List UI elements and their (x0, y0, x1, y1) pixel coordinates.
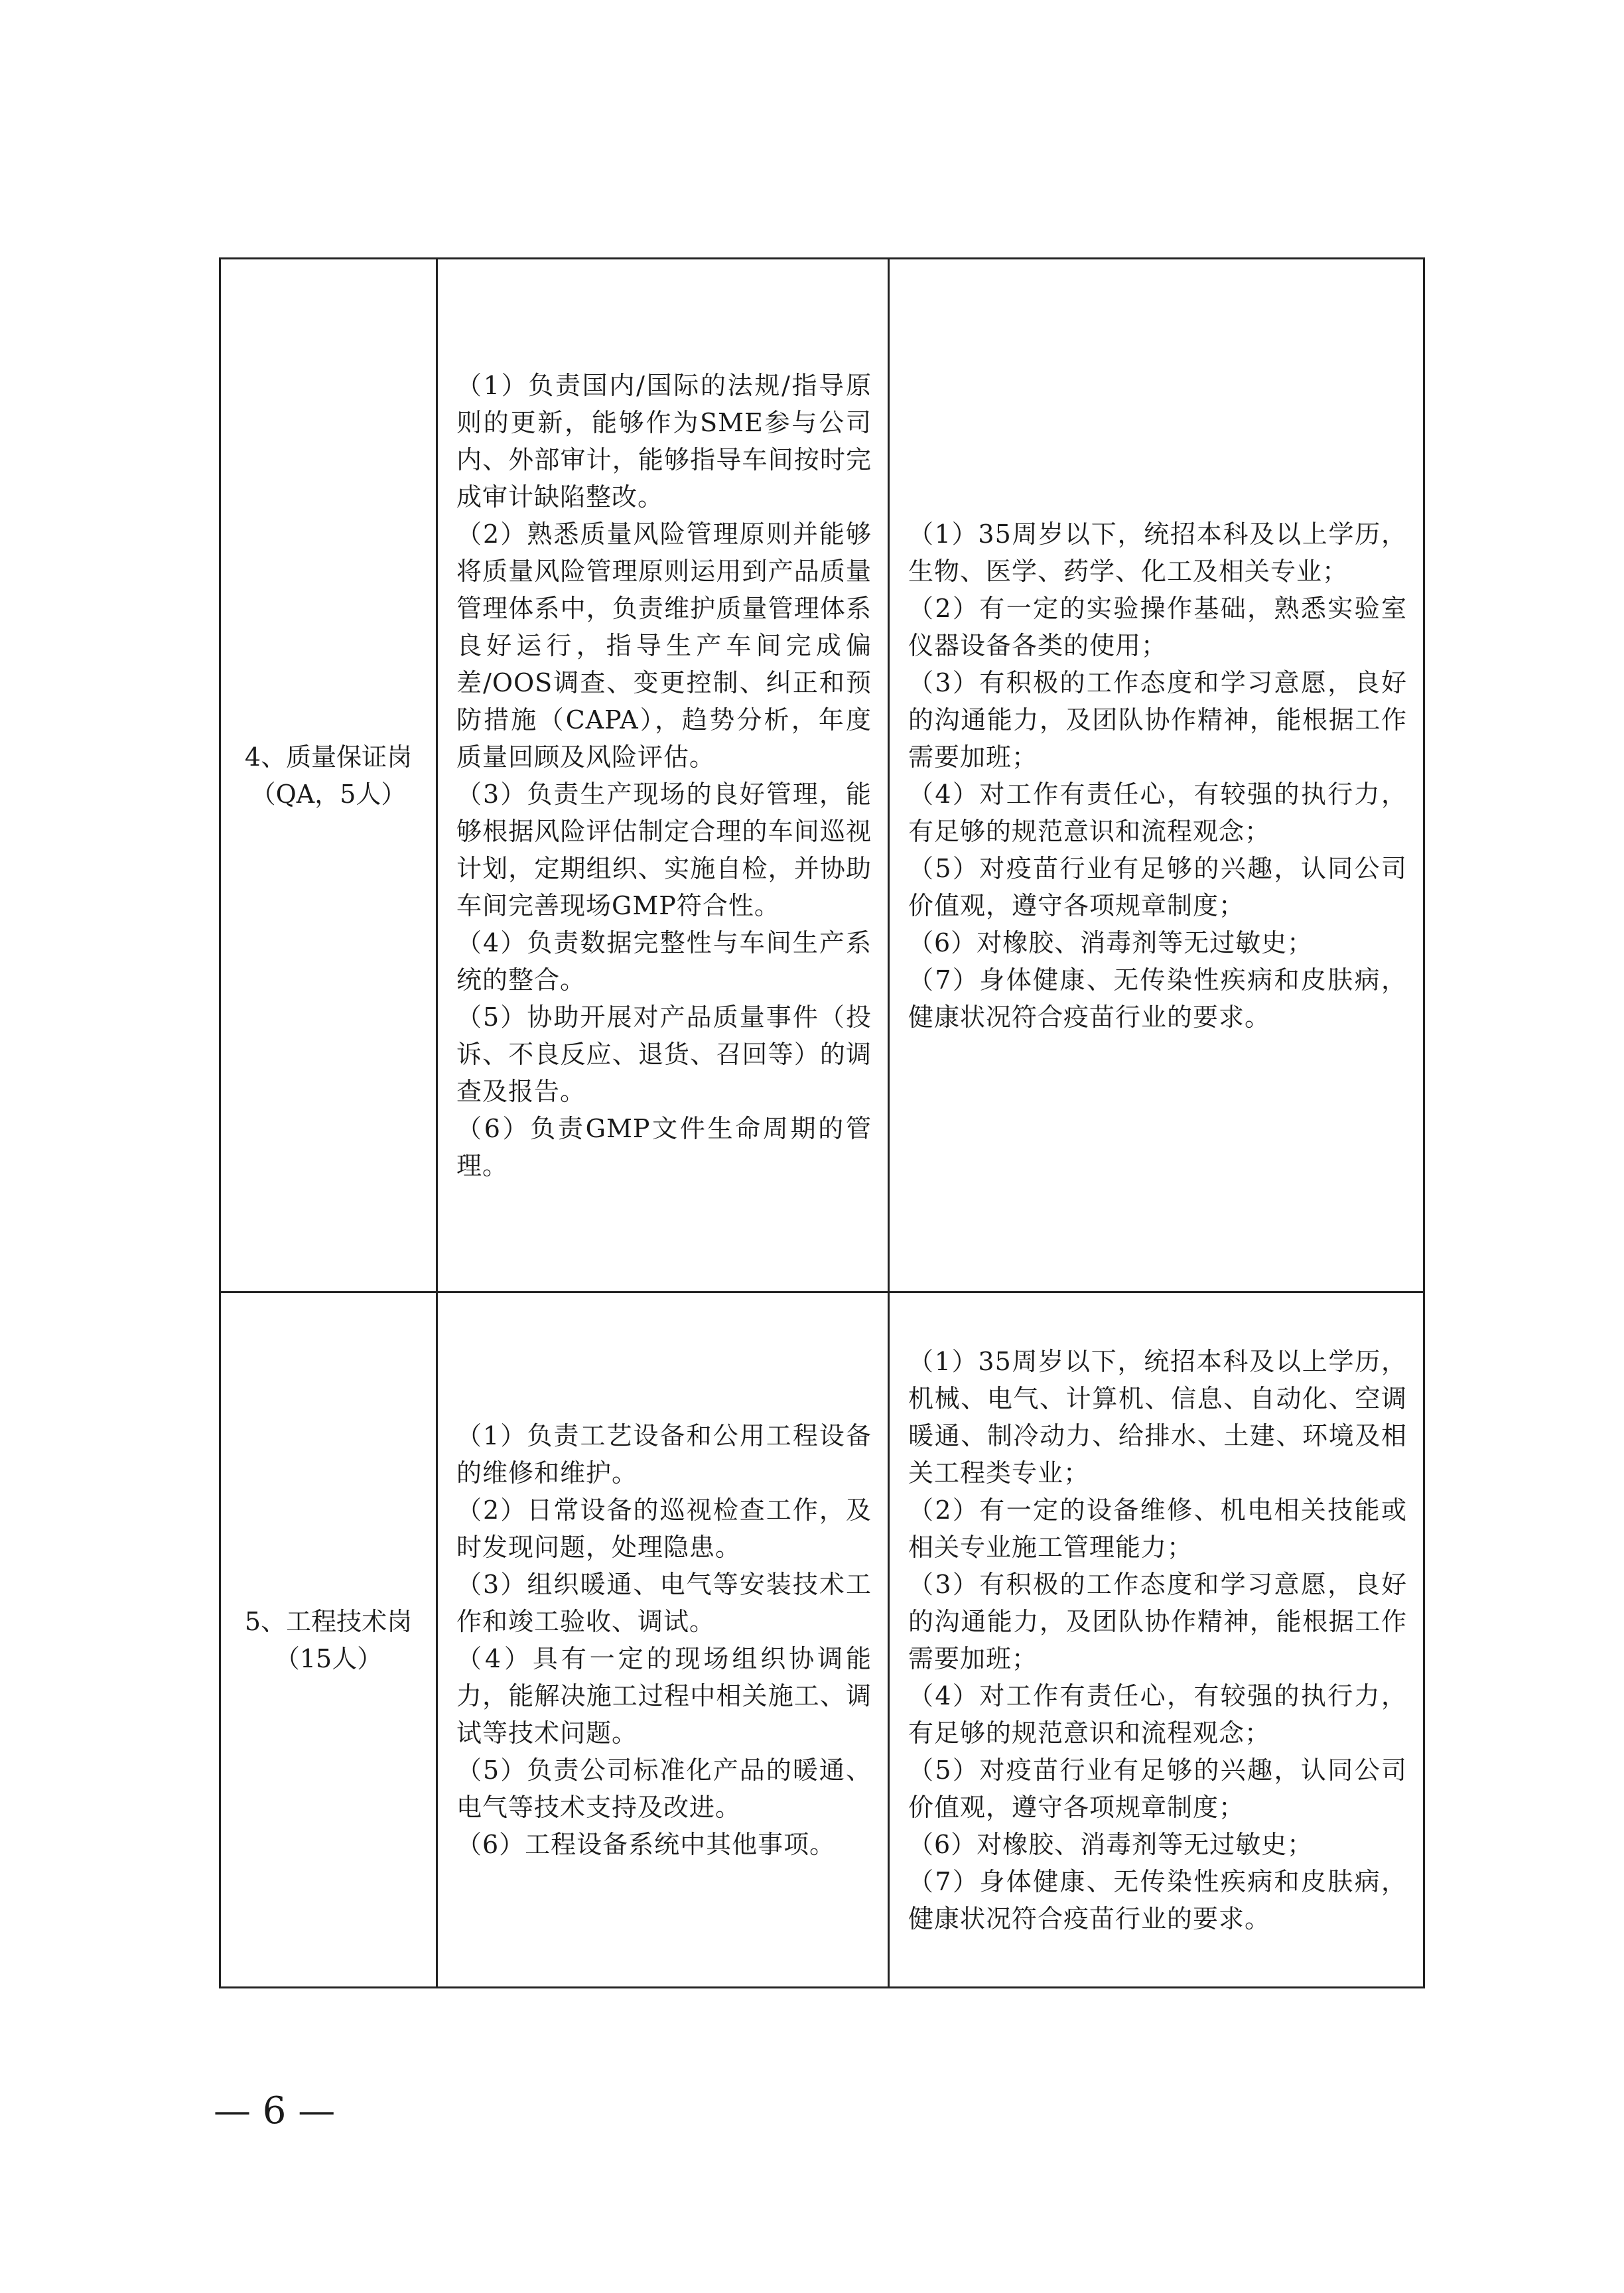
requirement-item: （4）对工作有责任心，有较强的执行力，有足够的规范意识和流程观念； (908, 1681, 1407, 1748)
requirement-item: （3）有积极的工作态度和学习意愿，良好的沟通能力，及团队协作精神，能根据工作需要加班； (908, 1569, 1407, 1673)
duty-item: （2）日常设备的巡视检查工作，及时发现问题，处理隐患。 (456, 1495, 872, 1562)
requirement-item: （6）对橡胶、消毒剂等无过敏史； (908, 928, 1314, 957)
duty-item: （3）负责生产现场的良好管理，能够根据风险评估制定合理的车间巡视计划，定期组织、实施自检，并协助车间完善现场GMP符合性。 (456, 779, 872, 920)
duty-item: （3）组织暖通、电气等安装技术工作和竣工验收、调试。 (456, 1569, 872, 1636)
requirement-item: （1）35周岁以下，统招本科及以上学历，生物、医学、药学、化工及相关专业； (908, 519, 1407, 586)
duty-item: （6）工程设备系统中其他事项。 (456, 1829, 836, 1859)
post-cell (220, 259, 437, 1292)
duties-cell (437, 259, 889, 1292)
requirements-list (890, 1340, 1423, 1940)
job-table (219, 257, 1425, 1988)
duty-item: （1）负责工艺设备和公用工程设备的维修和维护。 (456, 1421, 872, 1488)
requirement-item: （7）身体健康、无传染性疾病和皮肤病，健康状况符合疫苗行业的要求。 (908, 965, 1407, 1032)
requirement-item: （2）有一定的实验操作基础，熟悉实验室仪器设备各类的使用； (908, 593, 1407, 660)
page-number: — 6 — (214, 2089, 336, 2132)
post-cell (220, 1292, 437, 1988)
requirements-list (890, 513, 1423, 1038)
requirements-cell (889, 1292, 1424, 1988)
table-row (220, 1292, 1424, 1988)
duties-list (438, 1415, 888, 1866)
duty-item: （5）负责公司标准化产品的暖通、电气等技术支持及改进。 (456, 1755, 872, 1822)
duty-item: （2）熟悉质量风险管理原则并能够将质量风险管理原则运用到产品质量管理体系中，负责维护质量管理体系良好运行，指导生产车间完成偏差/OOS调查、变更控制、纠正和预防措施（CAPA），趋势分析，年度质量回顾及风险评估。 (456, 519, 872, 772)
post-count: （15人） (274, 1643, 383, 1673)
requirement-item: （3）有积极的工作态度和学习意愿，良好的沟通能力，及团队协作精神，能根据工作需要加班； (908, 667, 1407, 772)
requirement-item: （7）身体健康、无传染性疾病和皮肤病，健康状况符合疫苗行业的要求。 (908, 1866, 1407, 1933)
requirement-item: （2）有一定的设备维修、机电相关技能或相关专业施工管理能力； (908, 1495, 1407, 1562)
requirement-item: （5）对疫苗行业有足够的兴趣，认同公司价值观，遵守各项规章制度； (908, 853, 1407, 920)
duty-item: （1）负责国内/国际的法规/指导原则的更新，能够作为SME参与公司内、外部审计，能够指导车间按时完成审计缺陷整改。 (456, 370, 872, 512)
duties-cell (437, 1292, 889, 1988)
duty-item: （4）负责数据完整性与车间生产系统的整合。 (456, 928, 872, 995)
duty-item: （4）具有一定的现场组织协调能力，能解决施工过程中相关施工、调试等技术问题。 (456, 1643, 872, 1748)
duty-item: （5）协助开展对产品质量事件（投诉、不良反应、退货、召回等）的调查及报告。 (456, 1002, 872, 1106)
duty-item: （6）负责GMP文件生命周期的管理。 (456, 1113, 872, 1180)
requirements-cell (889, 259, 1424, 1292)
requirement-item: （4）对工作有责任心，有较强的执行力，有足够的规范意识和流程观念； (908, 779, 1407, 846)
requirement-item: （5）对疫苗行业有足够的兴趣，认同公司价值观，遵守各项规章制度； (908, 1755, 1407, 1822)
requirement-item: （1）35周岁以下，统招本科及以上学历，机械、电气、计算机、信息、自动化、空调暖通、制冷动力、给排水、土建、环境及相关工程类专业； (908, 1346, 1407, 1488)
post-name: 5、工程技术岗 (244, 1606, 413, 1636)
requirement-item: （6）对橡胶、消毒剂等无过敏史； (908, 1829, 1314, 1859)
post-count: （QA，5人） (250, 779, 407, 809)
post-name: 4、质量保证岗 (244, 742, 413, 772)
table-row (220, 259, 1424, 1292)
duties-list (438, 364, 888, 1187)
